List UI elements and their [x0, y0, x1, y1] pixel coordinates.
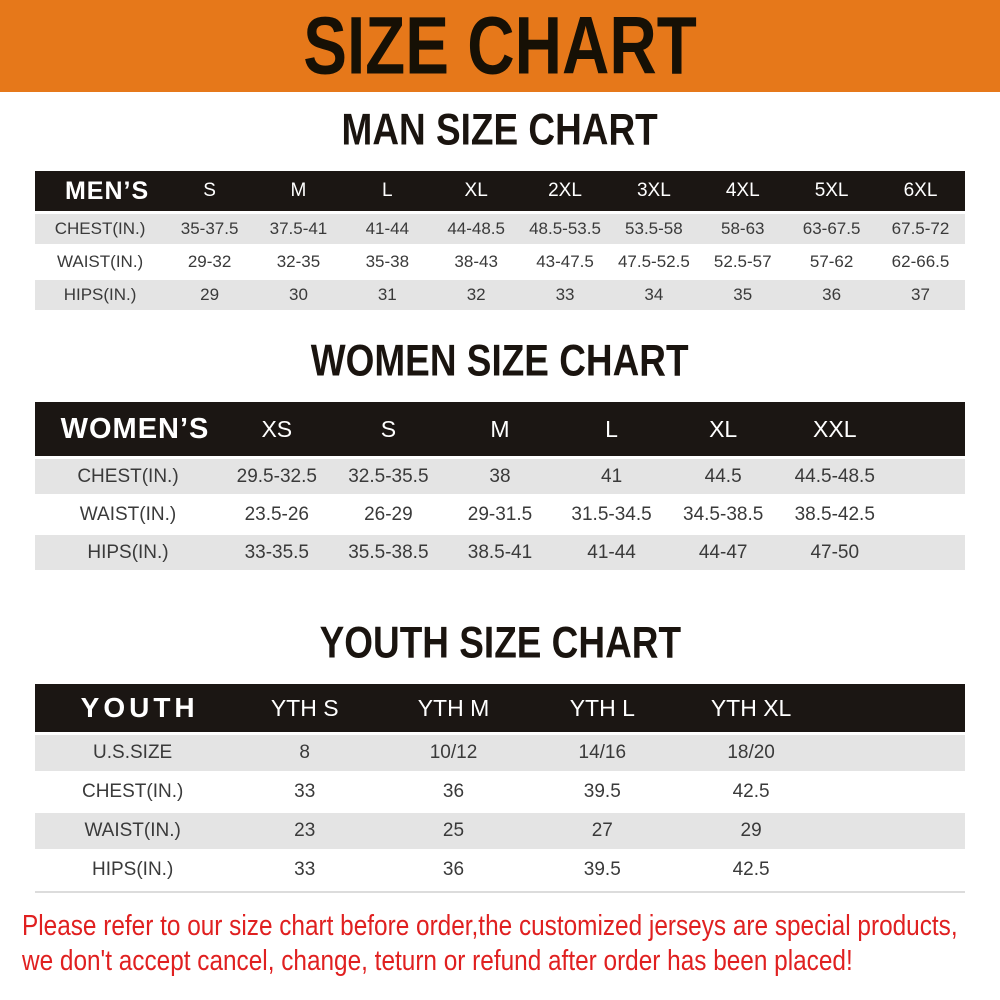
size-value-cell: 67.5-72	[876, 214, 965, 244]
size-value-cell: 53.5-58	[609, 214, 698, 244]
size-value-cell: 43-47.5	[521, 247, 610, 277]
size-value-cell: 30	[254, 280, 343, 310]
disclaimer-line-1: Please refer to our size chart before order,the customized jerseys are special products,	[22, 910, 958, 942]
size-value-cell: 31	[343, 280, 432, 310]
size-value-cell: 23.5-26	[221, 497, 333, 532]
size-value-cell: 23	[230, 813, 379, 849]
filler-cell	[891, 497, 965, 532]
men-section-heading	[0, 106, 1000, 154]
row-label: HIPS(IN.)	[35, 535, 221, 570]
size-value-cell: 8	[230, 735, 379, 771]
size-value-cell: 14/16	[528, 735, 677, 771]
youth-section-heading-text: YOUTH SIZE CHART	[319, 617, 681, 668]
table-row	[35, 735, 965, 771]
table-row	[35, 214, 965, 244]
size-column-header: S	[333, 402, 445, 456]
table-row	[35, 813, 965, 849]
women-section-heading	[0, 337, 1000, 385]
table-row	[35, 497, 965, 532]
women-size-table	[35, 399, 965, 573]
size-column-header: YTH XL	[677, 684, 826, 732]
size-value-cell: 39.5	[528, 774, 677, 810]
table-group-label: YOUTH	[35, 684, 230, 732]
size-value-cell: 41-44	[343, 214, 432, 244]
filler-cell	[825, 852, 965, 888]
size-value-cell: 18/20	[677, 735, 826, 771]
youth-size-table	[35, 681, 965, 893]
size-value-cell: 48.5-53.5	[521, 214, 610, 244]
size-value-cell: 29	[677, 813, 826, 849]
size-column-header: XXL	[779, 402, 891, 456]
filler-cell	[825, 735, 965, 771]
size-value-cell: 29-31.5	[444, 497, 556, 532]
size-value-cell: 34.5-38.5	[667, 497, 779, 532]
disclaimer-line-2: we don't accept cancel, change, teturn or refund after order has been placed!	[22, 945, 853, 977]
table-group-label: WOMEN’S	[35, 402, 221, 456]
size-value-cell: 29-32	[165, 247, 254, 277]
size-value-cell: 26-29	[333, 497, 445, 532]
size-value-cell: 32	[432, 280, 521, 310]
size-value-cell: 38.5-42.5	[779, 497, 891, 532]
filler-cell	[825, 813, 965, 849]
row-label: HIPS(IN.)	[35, 280, 165, 310]
men-size-table	[35, 168, 965, 313]
size-value-cell: 38-43	[432, 247, 521, 277]
row-label: U.S.SIZE	[35, 735, 230, 771]
size-value-cell: 37	[876, 280, 965, 310]
size-column-header: M	[444, 402, 556, 456]
table-row	[35, 280, 965, 310]
size-column-header: 2XL	[521, 171, 610, 211]
size-column-header: 6XL	[876, 171, 965, 211]
filler-cell	[825, 774, 965, 810]
size-column-header: YTH M	[379, 684, 528, 732]
size-column-header: L	[556, 402, 668, 456]
filler-cell	[891, 402, 965, 456]
table-row	[35, 459, 965, 494]
table-header-row	[35, 402, 965, 456]
table-header-row	[35, 171, 965, 211]
size-column-header: XL	[667, 402, 779, 456]
size-value-cell: 10/12	[379, 735, 528, 771]
size-value-cell: 38	[444, 459, 556, 494]
filler-cell	[891, 459, 965, 494]
size-column-header: S	[165, 171, 254, 211]
size-column-header: M	[254, 171, 343, 211]
disclaimer	[0, 909, 1000, 979]
size-value-cell: 33-35.5	[221, 535, 333, 570]
banner	[0, 0, 1000, 92]
size-value-cell: 36	[379, 852, 528, 888]
size-value-cell: 35.5-38.5	[333, 535, 445, 570]
table-header-row	[35, 684, 965, 732]
size-value-cell: 33	[230, 852, 379, 888]
size-column-header: YTH L	[528, 684, 677, 732]
filler-cell	[891, 535, 965, 570]
row-label: CHEST(IN.)	[35, 214, 165, 244]
size-value-cell: 52.5-57	[698, 247, 787, 277]
size-value-cell: 33	[230, 774, 379, 810]
size-value-cell: 35-37.5	[165, 214, 254, 244]
size-column-header: L	[343, 171, 432, 211]
size-value-cell: 36	[787, 280, 876, 310]
size-value-cell: 63-67.5	[787, 214, 876, 244]
youth-section-heading	[0, 619, 1000, 667]
size-column-header: YTH S	[230, 684, 379, 732]
table-row	[35, 852, 965, 888]
page-title: SIZE CHART	[303, 0, 697, 91]
size-value-cell: 44.5	[667, 459, 779, 494]
size-value-cell: 36	[379, 774, 528, 810]
size-column-header: 5XL	[787, 171, 876, 211]
size-value-cell: 41-44	[556, 535, 668, 570]
size-value-cell: 32.5-35.5	[333, 459, 445, 494]
size-value-cell: 25	[379, 813, 528, 849]
size-value-cell: 57-62	[787, 247, 876, 277]
size-column-header: 4XL	[698, 171, 787, 211]
size-column-header: 3XL	[609, 171, 698, 211]
row-label: WAIST(IN.)	[35, 247, 165, 277]
size-value-cell: 44-47	[667, 535, 779, 570]
size-value-cell: 35	[698, 280, 787, 310]
filler-cell	[825, 684, 965, 732]
row-label: CHEST(IN.)	[35, 774, 230, 810]
size-value-cell: 58-63	[698, 214, 787, 244]
table-row	[35, 247, 965, 277]
size-value-cell: 38.5-41	[444, 535, 556, 570]
row-label: WAIST(IN.)	[35, 497, 221, 532]
table-group-label: MEN’S	[35, 171, 165, 211]
size-value-cell: 29	[165, 280, 254, 310]
size-value-cell: 35-38	[343, 247, 432, 277]
row-label: CHEST(IN.)	[35, 459, 221, 494]
size-value-cell: 27	[528, 813, 677, 849]
size-column-header: XL	[432, 171, 521, 211]
size-value-cell: 47.5-52.5	[609, 247, 698, 277]
size-value-cell: 41	[556, 459, 668, 494]
size-value-cell: 42.5	[677, 774, 826, 810]
size-value-cell: 62-66.5	[876, 247, 965, 277]
size-value-cell: 33	[521, 280, 610, 310]
size-value-cell: 44-48.5	[432, 214, 521, 244]
size-value-cell: 42.5	[677, 852, 826, 888]
size-value-cell: 29.5-32.5	[221, 459, 333, 494]
size-value-cell: 31.5-34.5	[556, 497, 668, 532]
size-value-cell: 44.5-48.5	[779, 459, 891, 494]
size-value-cell: 32-35	[254, 247, 343, 277]
women-section-heading-text: WOMEN SIZE CHART	[311, 335, 689, 386]
table-row	[35, 535, 965, 570]
size-value-cell: 34	[609, 280, 698, 310]
row-label: WAIST(IN.)	[35, 813, 230, 849]
size-column-header: XS	[221, 402, 333, 456]
size-value-cell: 37.5-41	[254, 214, 343, 244]
size-value-cell: 39.5	[528, 852, 677, 888]
row-label: HIPS(IN.)	[35, 852, 230, 888]
men-section-heading-text: MAN SIZE CHART	[341, 104, 659, 155]
table-row	[35, 774, 965, 810]
size-value-cell: 47-50	[779, 535, 891, 570]
